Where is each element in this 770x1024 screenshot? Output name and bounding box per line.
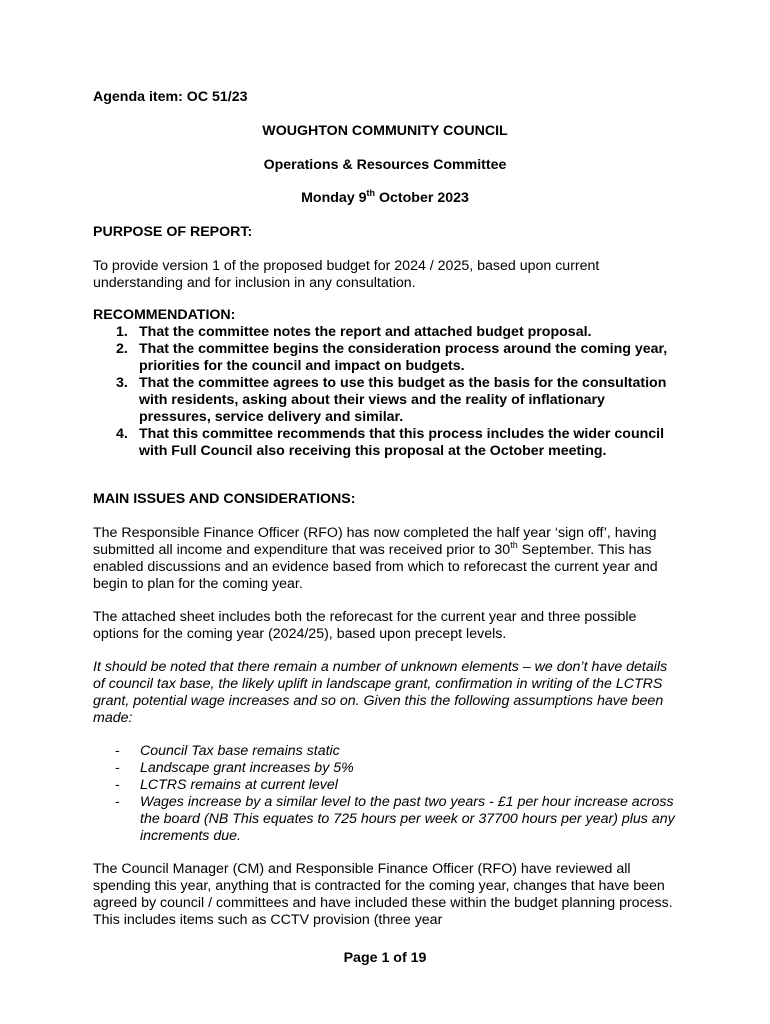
main-issues-heading: MAIN ISSUES AND CONSIDERATIONS:: [93, 491, 356, 507]
main-paragraph-2: The attached sheet includes both the reforecast for the current year and three possible options for the coming year (2024/25), based upon precept levels.: [93, 609, 637, 642]
recommendation-item: 4. That this committee recommends that this process includes the wider council with Full Council also receiving this proposal at the October meeting.: [116, 426, 665, 459]
agenda-item: Agenda item: OC 51/23: [93, 89, 248, 105]
main-paragraph-3: It should be noted that there remain a number of unknown elements – we don’t have details of council tax base, the likely uplift in landscape grant, confirmation in writing of the LCTRS grant, potential wage increases and so on. Given this the following assumptions have been made:: [93, 659, 668, 726]
list-item: - Wages increase by a similar level to the past two years - £1 per hour increase across the board (NB This equates to 725 hours per week or 37700 hours per year) plus any increments due.: [115, 794, 675, 844]
committee-name: Operations & Resources Committee: [263, 157, 507, 173]
page-number: Page 1 of 19: [343, 950, 427, 966]
purpose-heading: PURPOSE OF REPORT:: [93, 224, 253, 240]
recommendation-item: 3. That the committee agrees to use this budget as the basis for the consultation with residents, asking about their views and the reality of inflationary pressures, service delivery and similar.: [116, 375, 667, 425]
assumptions-list: [93, 743, 678, 845]
list-item: - Landscape grant increases by 5%: [115, 760, 354, 776]
main-paragraph-4: The Council Manager (CM) and Responsible Finance Officer (RFO) have reviewed all spending this year, anything that is contracted for the coming year, changes that have been agreed by council / committees and have included these within the budget planning process. This includes items such as CCTV provision (three year: [93, 861, 673, 928]
council-name: WOUGHTON COMMUNITY COUNCIL: [262, 123, 508, 139]
main-paragraph-1: The Responsible Finance Officer (RFO) has now completed the half year ‘sign off’, having submitted all income and expenditure that was received prior to 30th September. This has enabled discussions and an evidence based from which to reforecast the current year and begin to plan for the coming year.: [93, 525, 658, 592]
recommendation-list: [93, 324, 673, 460]
list-item: - LCTRS remains at current level: [115, 777, 338, 793]
meeting-date: Monday 9th October 2023: [301, 188, 469, 206]
recommendation-heading: RECOMMENDATION:: [93, 307, 236, 323]
recommendation-item: 1. That the committee notes the report and attached budget proposal.: [116, 324, 592, 340]
purpose-text: To provide version 1 of the proposed budget for 2024 / 2025, based upon current understanding and for inclusion in any consultation.: [93, 258, 600, 291]
recommendation-item: 2. That the committee begins the consideration process around the coming year, priorities for the council and impact on budgets.: [116, 341, 668, 374]
list-item: - Council Tax base remains static: [115, 743, 340, 759]
